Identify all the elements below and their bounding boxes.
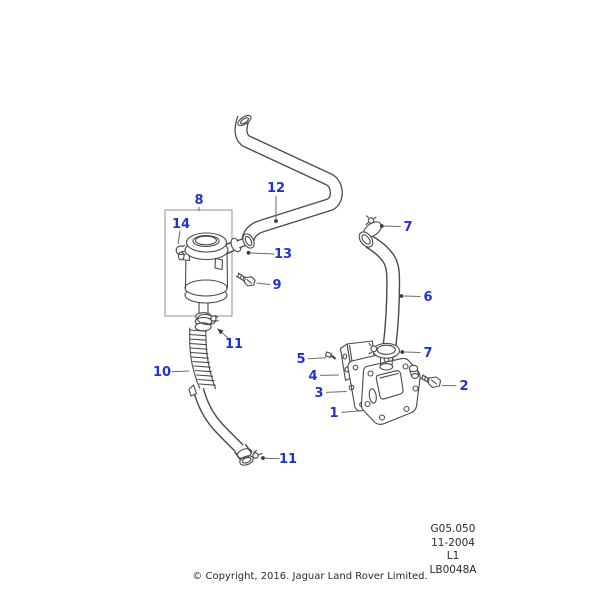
callout-13-3[interactable]: 13 (273, 247, 293, 262)
callout-dot-13-3 (247, 251, 251, 255)
copyright-notice: © Copyright, 2016. Jaguar Land Rover Limited. (192, 571, 428, 582)
part-bolt-9 (237, 274, 255, 287)
part-canister-8 (178, 233, 228, 314)
callout-leader-5-9 (308, 358, 326, 359)
callout-leader-6-6 (404, 296, 421, 297)
ref-model-code: L1 (446, 550, 460, 562)
part-hose-10 (189, 328, 255, 467)
callout-leader-14-1 (178, 231, 180, 244)
callout-leader-13-3 (251, 253, 275, 254)
callout-11-14[interactable]: 11 (224, 337, 244, 352)
callout-2-8[interactable]: 2 (459, 379, 469, 394)
part-screw-5 (326, 352, 336, 359)
ref-drawing-number: LB0048A (429, 563, 477, 576)
callout-4-10[interactable]: 4 (308, 369, 318, 384)
callout-10-13[interactable]: 10 (152, 365, 172, 380)
callout-8-0[interactable]: 8 (194, 193, 204, 208)
callout-leader-3-11 (326, 392, 347, 393)
callout-7-5[interactable]: 7 (403, 220, 413, 235)
callout-14-1[interactable]: 14 (171, 217, 191, 232)
callout-1-12[interactable]: 1 (329, 406, 339, 421)
callout-leader-10-13 (172, 371, 190, 372)
part-bolt-2 (422, 375, 441, 388)
part-hose-6 (356, 219, 393, 346)
callout-dot-7-7 (400, 350, 404, 354)
callout-11-15[interactable]: 11 (278, 452, 298, 467)
callout-dot-6-6 (400, 294, 404, 298)
callout-leader-9-4 (257, 283, 271, 285)
callout-leader-7-5 (384, 226, 401, 227)
ref-section-code: G05.050 (430, 523, 476, 535)
callout-9-4[interactable]: 9 (272, 278, 282, 293)
callout-dot-7-5 (380, 224, 384, 228)
callout-7-7[interactable]: 7 (423, 346, 433, 361)
drawing-reference-block (403, 523, 503, 577)
ref-date: 11-2004 (431, 536, 475, 549)
callout-leader-11-15 (265, 458, 280, 459)
part-hose-12 (236, 113, 336, 240)
callout-leader-7-7 (405, 352, 421, 353)
callout-12-2[interactable]: 12 (266, 181, 286, 196)
callout-dot-11-15 (261, 456, 265, 460)
callout-leader-1-12 (342, 411, 363, 413)
callout-5-9[interactable]: 5 (296, 352, 306, 367)
callout-3-11[interactable]: 3 (314, 386, 324, 401)
callout-dot-12-2 (274, 219, 278, 223)
callout-6-6[interactable]: 6 (423, 290, 433, 305)
part-clamp-11-upper (195, 313, 218, 331)
